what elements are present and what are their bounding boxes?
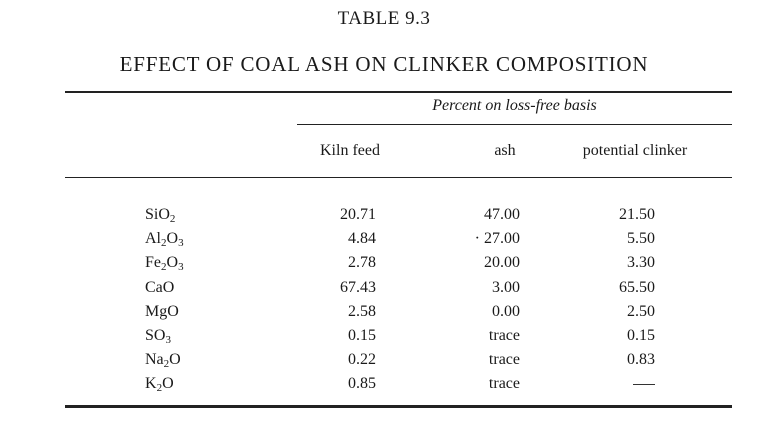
ash-cell: trace xyxy=(488,326,520,344)
ash-cell: · 27.00 xyxy=(474,230,520,248)
ash-cell: 0.00 xyxy=(492,302,520,320)
table-row xyxy=(0,206,784,230)
kiln-feed-cell: 0.22 xyxy=(348,351,376,369)
kiln-feed-cell: 20.71 xyxy=(340,206,376,223)
component-cell: SiO$_2$ xyxy=(145,206,176,225)
table-row xyxy=(0,279,784,303)
column-spanner-header: Percent on loss-free basis xyxy=(432,97,597,114)
header-rule xyxy=(65,177,732,178)
kiln-feed-cell: 0.85 xyxy=(348,375,376,393)
component-cell: $SO_3$ xyxy=(145,326,171,346)
bottom-rule xyxy=(65,405,732,408)
top-rule xyxy=(65,91,732,93)
ash-cell: 47.00 xyxy=(484,206,520,223)
potential-clinker-cell: 2.50 xyxy=(627,302,655,320)
potential-clinker-cell: 3.30 xyxy=(627,254,655,272)
table-row xyxy=(0,303,784,327)
table-title: EFFECT OF COAL ASH ON CLINKER COMPOSITION xyxy=(119,52,649,76)
ash-cell: 20.00 xyxy=(484,254,520,272)
table-row xyxy=(0,327,784,351)
column-header-potential-clinker: potential clinker xyxy=(582,142,688,159)
table-row xyxy=(0,351,784,375)
table-body xyxy=(0,206,784,400)
ash-cell: trace xyxy=(488,375,520,393)
table-row xyxy=(0,254,784,278)
column-header-ash: ash xyxy=(494,142,516,159)
table-row xyxy=(0,375,784,399)
component-cell: $K_2O$ xyxy=(145,375,174,395)
potential-clinker-cell: 65.50 xyxy=(619,278,655,296)
potential-clinker-cell xyxy=(575,375,655,393)
kiln-feed-cell: 67.43 xyxy=(340,278,376,296)
potential-clinker-cell: 21.50 xyxy=(619,206,655,223)
kiln-feed-cell: 2.78 xyxy=(348,254,376,272)
kiln-feed-cell: 2.58 xyxy=(348,302,376,320)
spanner-rule xyxy=(297,124,732,125)
dash-mark xyxy=(633,384,655,385)
table-row xyxy=(0,230,784,254)
ash-cell: trace xyxy=(488,351,520,369)
potential-clinker-cell: 0.83 xyxy=(627,351,655,369)
ash-cell: 3.00 xyxy=(492,278,520,296)
component-cell: $Fe_2O_3$ xyxy=(145,254,184,274)
component-cell: $Na_2O$ xyxy=(145,351,181,371)
component-cell: $Al_2O_3$ xyxy=(145,230,184,250)
kiln-feed-cell: 0.15 xyxy=(348,326,376,344)
component-cell: CaO xyxy=(145,278,175,296)
kiln-feed-cell: 4.84 xyxy=(348,230,376,248)
potential-clinker-cell: 5.50 xyxy=(627,230,655,248)
component-cell: MgO xyxy=(145,302,179,320)
potential-clinker-cell: 0.15 xyxy=(627,326,655,344)
column-header-kiln-feed: Kiln feed xyxy=(320,142,380,159)
table-number: TABLE 9.3 xyxy=(337,8,431,29)
